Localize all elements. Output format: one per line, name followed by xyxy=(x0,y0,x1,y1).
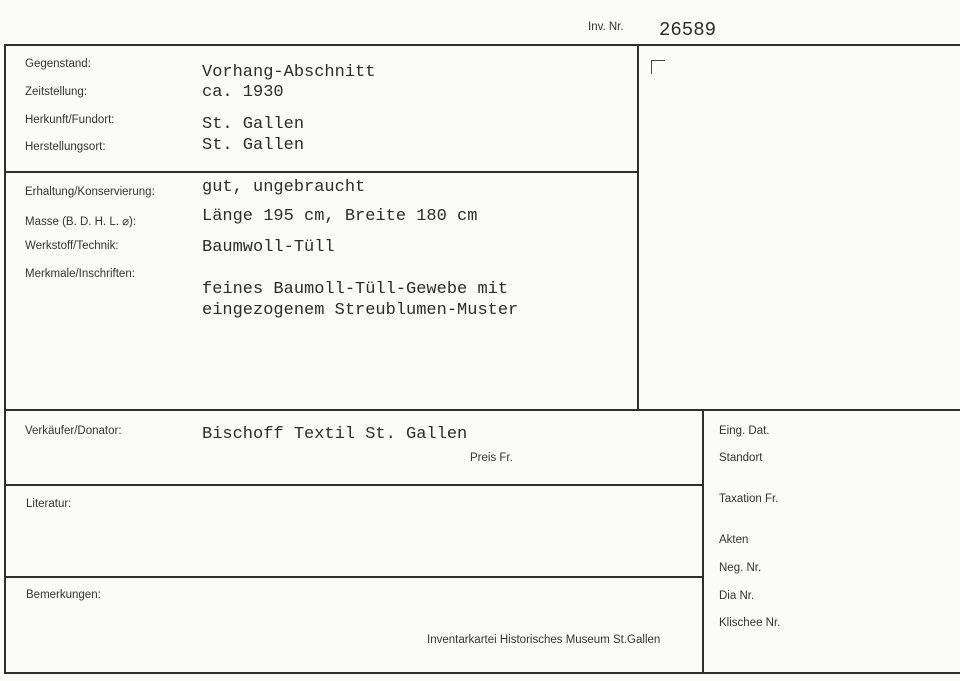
dia-nr-label: Dia Nr. xyxy=(719,590,755,602)
footer-text: Inventarkartei Historisches Museum St.Gallen xyxy=(427,634,661,646)
top-rule xyxy=(4,44,960,46)
herkunft-label: Herkunft/Fundort: xyxy=(25,114,115,126)
erhaltung-label: Erhaltung/Konservierung: xyxy=(25,186,155,198)
werkstoff-value: Baumwoll-Tüll xyxy=(202,238,335,257)
herstellungsort-value: St. Gallen xyxy=(202,136,305,155)
inv-nr-value: 26589 xyxy=(659,19,717,41)
merkmale-label: Merkmale/Inschriften: xyxy=(25,268,135,280)
masse-value: Länge 195 cm, Breite 180 cm xyxy=(202,207,478,226)
merkmale-line2: eingezogenem Streublumen-Muster xyxy=(202,301,519,320)
rule-literatur xyxy=(4,576,702,578)
klischee-nr-label: Klischee Nr. xyxy=(719,617,781,629)
corner-mark xyxy=(651,60,665,74)
bottom-rule xyxy=(4,672,960,674)
erhaltung-value: gut, ungebraucht xyxy=(202,178,366,197)
werkstoff-label: Werkstoff/Technik: xyxy=(25,240,119,252)
neg-nr-label: Neg. Nr. xyxy=(719,562,762,574)
eing-dat-label: Eing. Dat. xyxy=(719,425,770,437)
verkaeufer-label: Verkäufer/Donator: xyxy=(25,425,122,437)
zeitstellung-label: Zeitstellung: xyxy=(25,86,88,98)
gegenstand-value: Vorhang-Abschnitt xyxy=(202,63,376,82)
divider-right-bottom xyxy=(702,409,704,673)
zeitstellung-value: ca. 1930 xyxy=(202,83,284,102)
rule-section2 xyxy=(4,409,960,411)
divider-right-top xyxy=(637,44,639,410)
standort-label: Standort xyxy=(719,452,763,464)
merkmale-line1: feines Baumoll-Tüll-Gewebe mit xyxy=(202,280,509,299)
herstellungsort-label: Herstellungsort: xyxy=(25,141,106,153)
rule-section1 xyxy=(4,171,638,173)
verkaeufer-value: Bischoff Textil St. Gallen xyxy=(202,425,468,444)
inv-nr-label: Inv. Nr. xyxy=(588,21,624,33)
masse-label: Masse (B. D. H. L. ⌀): xyxy=(25,216,137,228)
akten-label: Akten xyxy=(719,534,749,546)
preis-label: Preis Fr. xyxy=(470,452,513,464)
literatur-label: Literatur: xyxy=(26,498,72,510)
rule-verkaeufer xyxy=(4,484,702,486)
taxation-label: Taxation Fr. xyxy=(719,493,779,505)
herkunft-value: St. Gallen xyxy=(202,115,305,134)
left-rule xyxy=(4,44,6,674)
bemerkungen-label: Bemerkungen: xyxy=(26,589,101,601)
gegenstand-label: Gegenstand: xyxy=(25,58,91,70)
